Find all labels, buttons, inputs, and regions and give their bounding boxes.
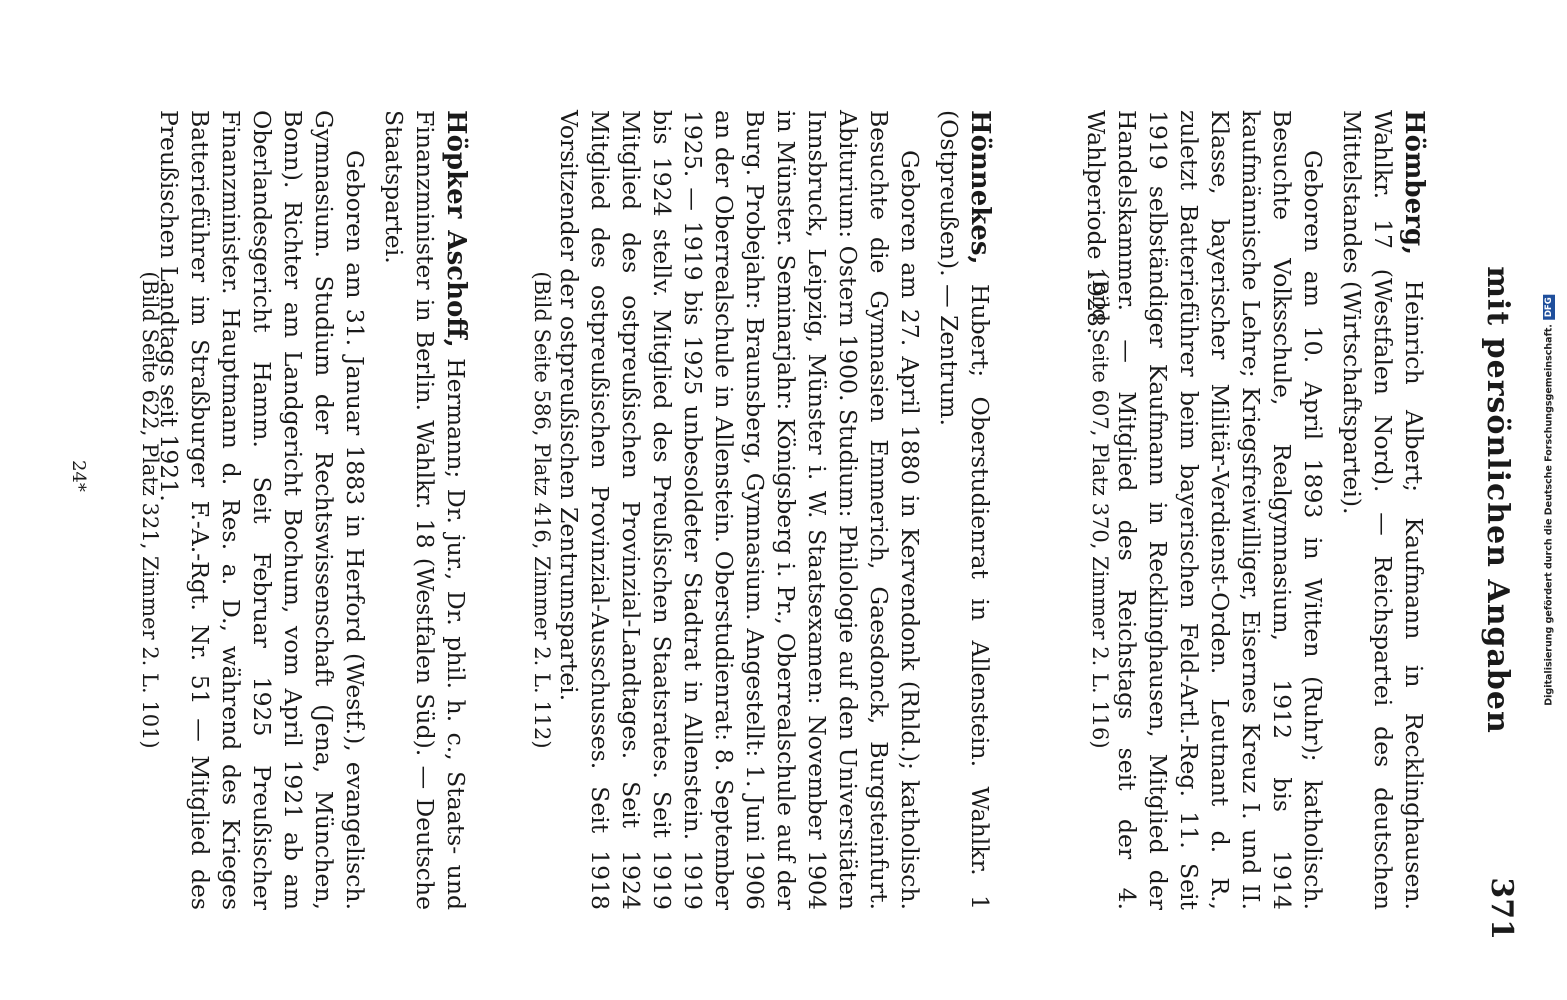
dfg-logo: DFG [1543,294,1555,320]
biography-entry-hoepker-aschoff [153,110,471,910]
credit-text: Digitalisierung gefördert durch die Deutsche Forschungsgemeinschaft. [1543,324,1555,706]
entry-intro: Heinrich Albert; Kaufmann in Recklinghausen. Wahlkr. 17 (Westfalen Nord). — Reichspartei des deutschen Mittelstandes (Wirtschaftspartei). [1338,110,1428,910]
entry-surname: Hönnekes, [965,110,995,265]
entry-biography: Geboren am 27. April 1880 in Kervendonk (Rhld.); katholisch. Besuchte die Gymnasien Emmerich, Gaesdonck, Burgsteinfurt. Abiturium: Ostern 1900. Studium: Philologie auf den Universitäten Innsbruck, Leipzig, Münster i. W. Staatsexamen: November 1904 in Münster. Seminarjahr: Königsberg i. Pr., Oberrealschule auf der Burg. Probejahr: Braunsberg, Gymnasium. Angestellt: 1. Juni 1906 an der Oberrealschule in Allenstein. Oberstudienrat: 8. September 1925. — 1919 bis 1925 unbesoldeter Stadtrat in Allenstein. 1919 bis 1924 stellv. Mitglied des Preußischen Staatsrates. Seit 1919 Mitglied des ostpreußischen Provinzial-Landtages. Seit 1924 Mitglied des ostpreußischen Provinzial-Ausschusses. Seit 1918 Vorsitzender der ostpreußischen Zentrumspartei. [555,110,924,910]
entry-heading [378,110,471,910]
digitization-credit [1538,0,1560,1000]
entry-biography: Geboren am 31. Januar 1883 in Herford (Westf.), evangelisch. Gymnasium. Studium der Rechtswissenschaft (Jena, München, Bonn). Richter am Landgericht Bochum, vom April 1921 ab am Oberlandesgericht Hamm. Seit Februar 1925 Preußischer Finanzminister. Hauptmann d. Res. a. D., während des Krieges Batterieführer im Straßburger F.-A.-Rgt. Nr. 51 — Mitglied des Preußischen Landtags seit 1921. [155,110,369,910]
entry-caption: (Bild Seite 586, Platz 416, Zimmer 2. L. 112) [530,271,554,749]
entry-surname: Höpker Aschoff, [441,110,471,348]
signature-mark: 24* [68,460,89,492]
entry-caption: (Bild Seite 622, Platz 321, Zimmer 2. L. 101) [138,271,162,749]
entry-heading [933,110,995,910]
biography-entry-hoemberg [1080,110,1429,910]
biography-entry-hoennekes [553,110,995,910]
credit-line [1543,294,1555,705]
running-head [1465,60,1525,940]
entry-heading [1336,110,1429,910]
entry-intro: Hermann; Dr. jur., Dr. phil. h. c., Staats- und Finanzminister in Berlin. Wahlkr. 18 (Westfalen Süd). — Deutsche Staatspartei. [380,110,470,910]
entry-surname: Hömberg, [1399,110,1429,256]
entry-caption: (Bild Seite 607, Platz 370, Zimmer 2. L. 116) [1088,271,1112,749]
entry-intro: Hubert; Oberstudienrat in Allenstein. Wahlkr. 1 (Ostpreußen). — Zentrum. [935,110,994,910]
entry-biography: Geboren am 10. April 1893 in Witten (Ruhr); katholisch. Besuchte Volksschule, Realgymnasium, 1912 bis 1914 kaufmännische Lehre; Kriegsfreiwilliger, Eisernes Kreuz I. und II. Klasse, bayerischer Militär-Verdienst-Orden. Leutnant d. R., zuletzt Batterieführer beim bayerischen Feld-Artl.-Reg. 11. Seit 1919 selbständiger Kaufmann in Recklinghausen, Mitglied der Handelskammer. — Mitglied des Reichstags seit der 4. Wahlperiode 1928. [1082,110,1327,910]
page-number: 371 [1484,877,1519,940]
running-title: mit persönlichen Angaben [1480,266,1515,734]
